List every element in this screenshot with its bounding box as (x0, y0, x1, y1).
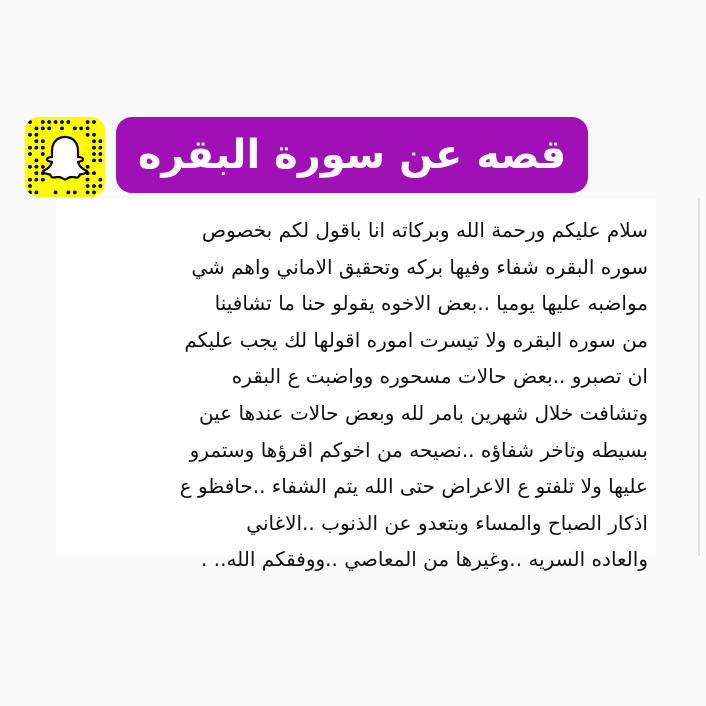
snapcode-graphic (25, 117, 105, 197)
story-line: سوره البقره شفاء وفيها بركه وتحقيق الاماني واهم شي (191, 254, 648, 279)
snapcode-dot (41, 146, 45, 150)
snapcode-dot (86, 165, 90, 169)
snapcode-dot (86, 178, 90, 182)
snapcode-dot (67, 191, 71, 195)
snapcode-dot (92, 191, 96, 195)
story-line: سلام عليكم ورحمة الله وبركاته انا باقول لكم بخصوص (201, 218, 648, 242)
snapcode-dot (35, 159, 39, 163)
snapcode-dot (35, 191, 39, 195)
snapcode-dot (35, 165, 39, 169)
snapcode-dot (41, 178, 45, 182)
snapcode-dot (47, 127, 51, 131)
story-line: بسيطه وتاخر شفاؤه ..نصيحه من اخوكم اقرؤها وستمرو (189, 437, 648, 462)
snapcode-dot (41, 127, 45, 131)
snapcode-dot (47, 120, 51, 124)
snapcode-dot (35, 178, 39, 182)
snapcode-dot (92, 120, 96, 124)
snapcode-dot (28, 178, 32, 182)
snapcode-dot (41, 120, 45, 124)
snapcode-dot (92, 139, 96, 143)
snapcode-dot (99, 178, 103, 182)
story-line: والعاده السريه ..وغيرها من المعاصي ..ووفقكم الله.. . (201, 547, 648, 572)
snapcode-dot (86, 184, 90, 188)
snapcode-dot (35, 133, 39, 137)
snapcode-dot (35, 127, 39, 131)
snapcode-dot (92, 159, 96, 163)
story-line: عليها ولا تلفتو ع الاعراض حتى الله يتم الشفاء ..حافظو ع (179, 474, 648, 499)
snapcode-dot (99, 139, 103, 143)
snapcode-dot (28, 120, 32, 124)
snapcode-dot (41, 165, 45, 169)
story-line: ان تصبرو ..بعض حالات مسحوره وواضبت ع البقره (231, 364, 648, 389)
snapcode-dot (92, 133, 96, 137)
snapcode-dot (67, 120, 71, 124)
snapchat-snapcode-icon (25, 117, 105, 197)
story-line: اذكار الصباح والمساء وبتعدو عن الذنوب ..الاغاني (246, 510, 648, 535)
title-banner (116, 117, 588, 193)
snapcode-dot (73, 127, 77, 131)
snapcode-dot (99, 146, 103, 150)
story-line: وتشافت خلال شهرين بامر لله وبعض حالات عندها عين (198, 400, 648, 425)
snapcode-dot (86, 120, 90, 124)
page-title: قصه عن سورة البقره (137, 132, 567, 178)
snapcode-dot (41, 152, 45, 156)
snapcode-dot (28, 152, 32, 156)
snapcode-dot (92, 171, 96, 175)
snapcode-dot (28, 191, 32, 195)
snapcode-dot (99, 152, 103, 156)
snapcode-dot (35, 171, 39, 175)
snapcode-dot (73, 191, 77, 195)
snapcode-dot (99, 159, 103, 163)
snapcode-dot (92, 152, 96, 156)
snapcode-dot (79, 127, 83, 131)
snapcode-dot (35, 146, 39, 150)
snapcode-dot (60, 120, 64, 124)
snapcode-dot (28, 184, 32, 188)
snapcode-dot (54, 191, 58, 195)
story-line: من سوره البقره ولا تيسرت اموره اقولها لك يجب عليكم (184, 327, 648, 352)
snapcode-dot (35, 139, 39, 143)
snapcode-dot (99, 184, 103, 188)
story-text (64, 212, 648, 578)
snapcode-dot (86, 191, 90, 195)
panel-divider (698, 198, 700, 556)
snapcode-dot (54, 120, 58, 124)
snapcode-dot (92, 146, 96, 150)
snapcode-dot (60, 127, 64, 131)
snapcode-dot (86, 127, 90, 131)
story-line: مواضبه عليها يوميا ..بعض الاخوه يقولو حنا ما تشافينا (214, 291, 648, 316)
snapcode-dot (86, 133, 90, 137)
snapcode-dot (28, 133, 32, 137)
snapcode-dot (28, 146, 32, 150)
snapcode-dot (28, 165, 32, 169)
snapcode-dot (92, 184, 96, 188)
snapcode-dot (41, 139, 45, 143)
